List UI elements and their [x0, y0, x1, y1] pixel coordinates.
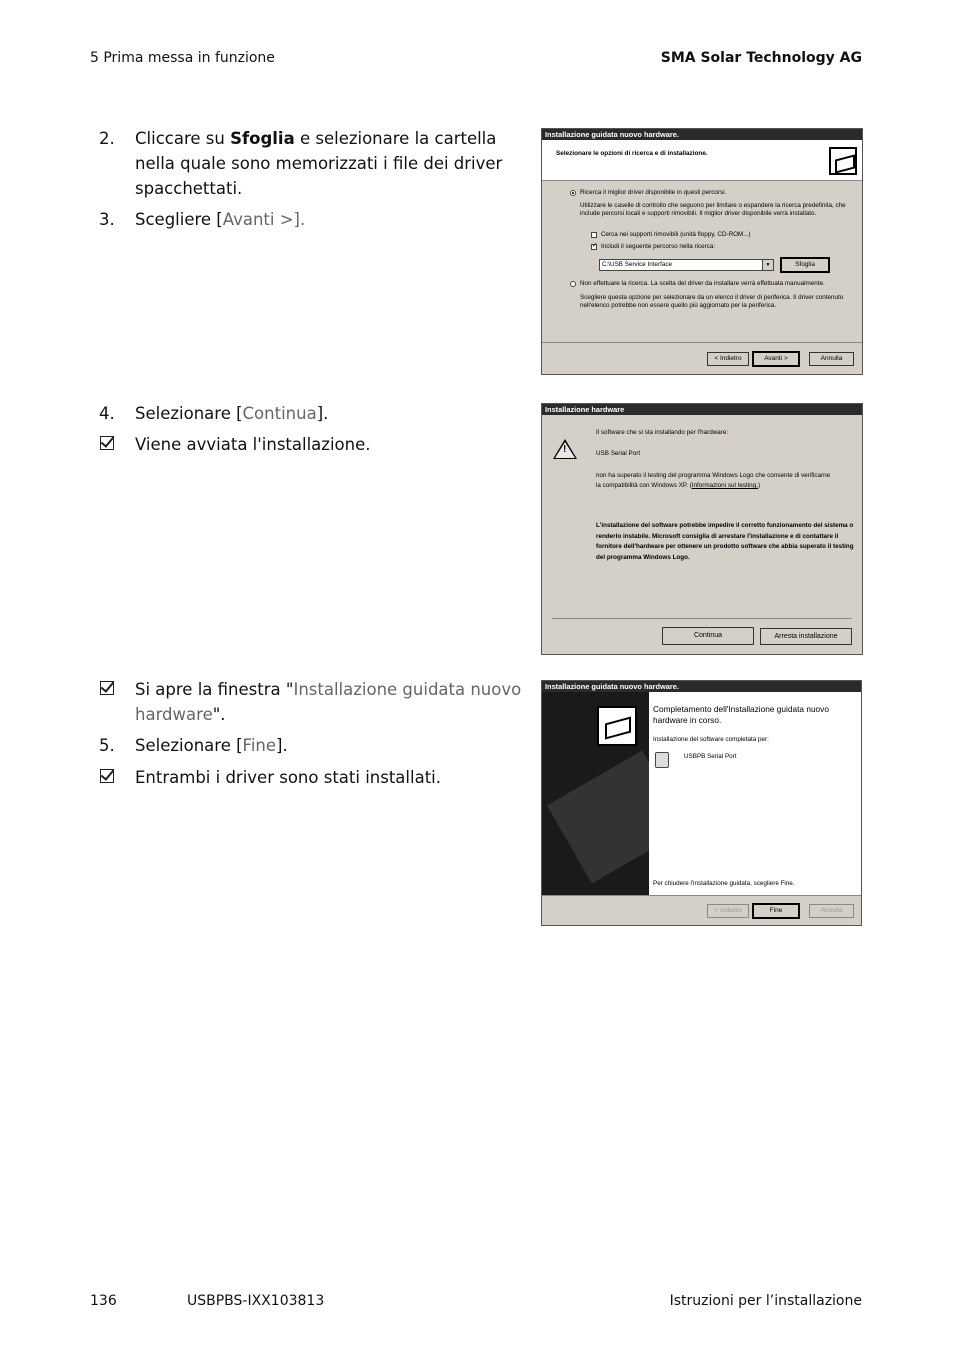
dialog-title: Installazione guidata nuovo hardware. — [542, 681, 861, 692]
back-button[interactable]: < Indietro — [707, 352, 749, 366]
checkbox-removable[interactable] — [591, 232, 597, 238]
checkbox-include-path[interactable] — [591, 244, 597, 250]
checkbox-icon — [100, 681, 114, 695]
result-text: Si apre la finestra "Installazione guidata nuovo hardware". — [135, 680, 522, 724]
cancel-button[interactable]: Annulla — [809, 904, 854, 918]
result-3 — [99, 765, 529, 790]
radio-manual-desc: Scegliere questa opzione per selezionare da un elenco il driver di periferica. Il driver contenuto nell'elenco potrebbe non essere quello più aggiornato per la periferica. — [580, 294, 844, 309]
step-text: Scegliere [Avanti >]. — [135, 210, 306, 229]
wizard-content — [649, 692, 861, 895]
radio-search[interactable] — [570, 190, 576, 196]
step-3 — [99, 207, 529, 232]
radio-manual-label: Non effettuare la ricerca. La scelta del driver da installare verrà effettuata manualmente. — [580, 280, 825, 287]
divider — [542, 895, 861, 896]
dialog-hardware-install: Installazione hardware ! Il software che si sta installando per l'hardware: USB Serial Port non ha superato il testing del programma Windows Logo che consente di verificarne la compatibilità con Windows XP. (Informazioni sul testing.) L'installazione del software potrebbe impedire il corretto funzionamento del sistema o renderlo instabile. Microsoft consiglia di arrestare l'installazione e di contattare il fornitore dell'hardware per ottenere un prodotto software che abbia superato il testing del programma Windows Logo. Continua Arresta installazione — [541, 403, 863, 655]
result-1 — [99, 432, 529, 457]
usb-device-icon — [655, 752, 669, 768]
install-intro: Il software che si sta installando per l'hardware: — [596, 429, 729, 436]
device-name: USBPB Serial Port — [684, 753, 737, 760]
continue-button[interactable]: Continua — [662, 627, 754, 645]
hardware-wizard-icon — [829, 147, 857, 175]
dialog-title: Installazione guidata nuovo hardware. — [542, 129, 862, 140]
step-text: Selezionare [Continua]. — [135, 404, 329, 423]
page-number: 136 — [90, 1293, 117, 1309]
sfoglia-label: Sfoglia — [230, 129, 295, 148]
wizard-heading: Completamento dell'Installazione guidata nuovo hardware in corso. — [653, 704, 829, 725]
testing-info-link[interactable]: Informazioni sul testing. — [691, 482, 758, 489]
result-2 — [99, 677, 529, 727]
step-text: Cliccare su Sfoglia e selezionare la cartella nella quale sono memorizzati i file dei driver spacchettati. — [135, 129, 503, 198]
result-text: Viene avviata l'installazione. — [135, 435, 371, 454]
hardware-wizard-icon — [597, 706, 637, 746]
cancel-button[interactable]: Annulla — [809, 352, 854, 366]
stop-install-button[interactable]: Arresta installazione — [760, 628, 852, 645]
step-number: 2. — [99, 129, 115, 148]
dialog-title: Installazione hardware — [542, 404, 862, 415]
divider — [542, 342, 862, 343]
company-name: SMA Solar Technology AG — [660, 50, 862, 66]
warning-text: L'installazione del software potrebbe impedire il corretto funzionamento del sistema o renderlo instabile. Microsoft consiglia di arrestare l'installazione e di contattare il fornitore dell'hardware per ottenere un prodotto software che abbia superato il testing del programma Windows Logo. — [596, 522, 854, 561]
step-2 — [99, 126, 529, 201]
step-5 — [99, 733, 529, 758]
checkbox-removable-label: Cerca nei supporti rimovibili (unità floppy, CD-ROM...) — [601, 231, 751, 238]
logo-notice: non ha superato il testing del programma Windows Logo che consente di verificarne la compatibilità con Windows XP. (Informazioni sul testing.) — [596, 472, 831, 489]
result-text: Entrambi i driver sono stati installati. — [135, 768, 441, 787]
checkbox-icon — [100, 769, 114, 783]
install-complete-text: Installazione del software completata per: — [653, 736, 769, 743]
step-4 — [99, 401, 529, 426]
step-number: 5. — [99, 736, 115, 755]
close-hint: Per chiudere l'installazione guidata, scegliere Fine. — [653, 880, 795, 887]
document-code: USBPBS-IXX103813 — [187, 1293, 325, 1309]
back-button[interactable]: < Indietro — [707, 904, 749, 918]
document-title: Istruzioni per l’installazione — [669, 1293, 862, 1309]
device-name: USB Serial Port — [596, 450, 641, 457]
step-number: 4. — [99, 404, 115, 423]
step-number: 3. — [99, 210, 115, 229]
browse-button[interactable]: Sfoglia — [780, 257, 830, 273]
section-header: 5 Prima messa in funzione — [90, 50, 275, 66]
next-button[interactable]: Avanti > — [752, 351, 800, 367]
checkbox-icon — [100, 436, 114, 450]
finish-button[interactable]: Fine — [752, 903, 800, 919]
path-combobox[interactable] — [599, 259, 774, 271]
divider — [552, 618, 852, 619]
checkbox-include-path-label: Includi il seguente percorso nella ricerca: — [601, 243, 716, 250]
radio-search-label: Ricerca il miglior driver disponibile in questi percorsi. — [580, 189, 727, 196]
dialog-wizard-complete — [541, 680, 862, 926]
radio-manual[interactable] — [570, 281, 576, 287]
step-text: Selezionare [Fine]. — [135, 736, 288, 755]
dialog-search-options — [541, 128, 863, 375]
wizard-banner — [542, 692, 649, 895]
dialog-header-panel — [542, 140, 862, 181]
chevron-down-icon[interactable]: ▼ — [762, 260, 773, 270]
dialog-heading: Selezionare le opzioni di ricerca e di installazione. — [556, 150, 708, 157]
radio-search-desc: Utilizzare le caselle di controllo che seguono per limitare o espandere la ricerca predefinita, che include percorsi locali e supporti rimovibili. Il miglior driver disponibile verrà installato. — [580, 202, 846, 217]
path-value: C:\USB Service Interface — [602, 261, 672, 268]
